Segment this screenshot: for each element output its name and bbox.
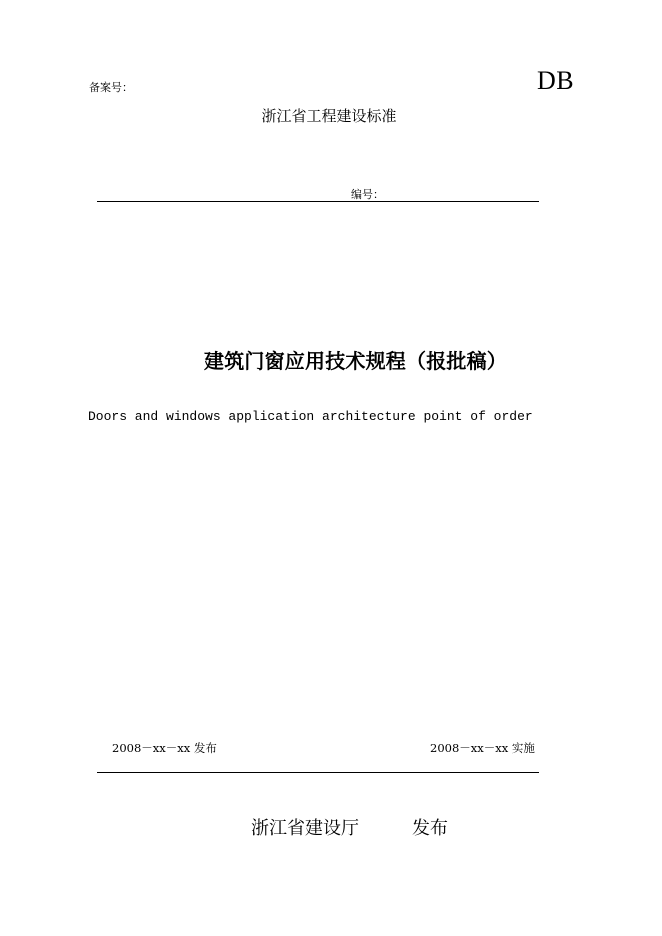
standard-category-heading — [0, 105, 662, 126]
document-title: 建筑门窗应用技术规程（报批稿） — [204, 349, 507, 373]
publish-date: 2008－xx－xx 发布 — [112, 741, 217, 755]
db-standard-mark: DB — [537, 66, 575, 95]
top-divider — [97, 201, 539, 202]
effective-date: 2008－xx－xx 实施 — [430, 741, 535, 755]
record-number-label: 备案号： — [89, 81, 133, 94]
bottom-divider — [97, 772, 539, 773]
issuing-authority: 浙江省建设厅 — [251, 818, 359, 839]
issue-label: 发布 — [412, 818, 448, 839]
document-english-title: Doors and windows application architecture point of order — [88, 409, 533, 424]
standard-category-text: 浙江省工程建设标准 — [261, 107, 397, 125]
code-number-label: 编号： — [351, 188, 384, 201]
